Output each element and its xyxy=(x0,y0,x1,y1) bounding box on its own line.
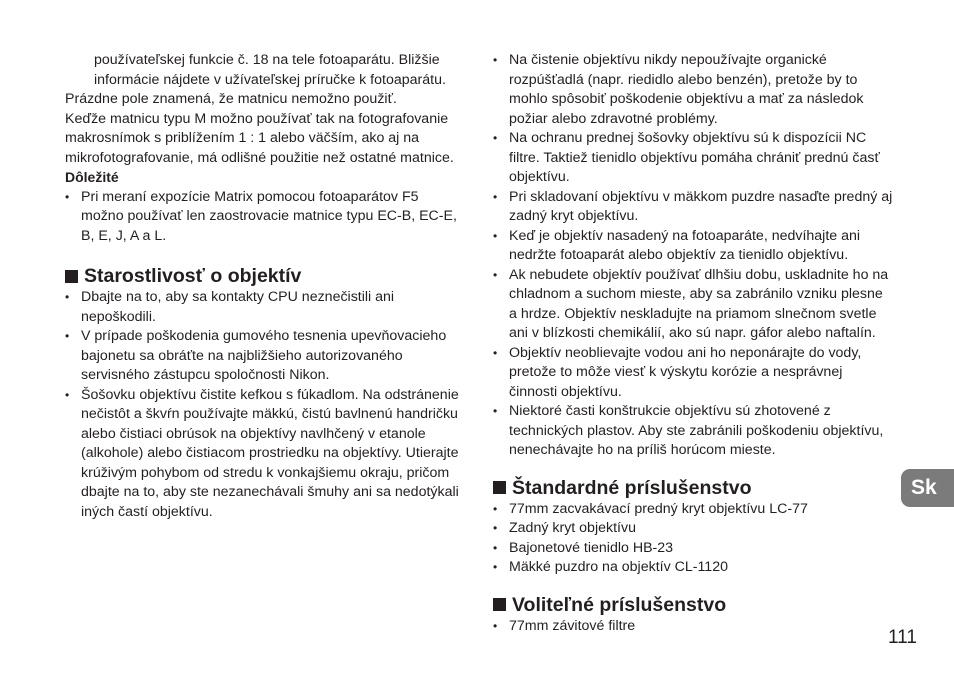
list-item: • Dbajte na to, aby sa kontakty CPU neznečistili ani nepoškodili. xyxy=(65,288,465,327)
list-item: • Keď je objektív nasadený na fotoaparáte, nedvíhajte ani nedržte fotoaparát alebo objektív za tienidlo objektívu. xyxy=(493,227,893,266)
section-title-standard-accessories xyxy=(493,476,893,500)
list-item: • Ak nebudete objektív používať dlhšiu dobu, uskladnite ho na chladnom a suchom mieste, aby sa zabránilo vzniku plesne a hrdze. Objektív neskladujte na priamom slnečnom svetle ani v blízkosti chemikálií, ako sú napr. gáfor alebo naftalín. xyxy=(493,266,893,344)
lens-care-list-continued xyxy=(493,51,893,461)
list-item: • 77mm zacvakávací predný kryt objektívu LC-77 xyxy=(493,500,893,520)
important-list xyxy=(65,188,465,247)
section-title-lens-care xyxy=(65,264,465,288)
section-title-optional-accessories xyxy=(493,593,893,617)
right-column xyxy=(493,51,893,636)
list-item: • Šošovku objektívu čistite kefkou s fúkadlom. Na odstránenie nečistôt a škvŕn používajte mäkkú, čistú bavlnenú handričku alebo čistiaci obrúsok na objektívy navlhčený v etanole (alkohole) alebo čistiacom prostriedku na objektívy. Utierajte krúživým pohybom od stredu k vonkajšiemu okraju, pričom dbajte na to, aby ste nezanechávali šmuhy ani sa nedotýkali iných častí objektívu. xyxy=(65,386,465,523)
list-item: • Niektoré časti konštrukcie objektívu sú zhotovené z technických plastov. Aby ste zabránili poškodeniu objektívu, nenechávajte ho na príliš horúcom mieste. xyxy=(493,402,893,461)
square-bullet-icon xyxy=(65,270,78,283)
section-title-text: Voliteľné príslušenstvo xyxy=(512,593,727,616)
list-item: • Na ochranu prednej šošovky objektívu sú k dispozícii NC filtre. Taktiež tienidlo objektívu pomáha chrániť prednú časť objektívu. xyxy=(493,129,893,188)
standard-accessories-list xyxy=(493,500,893,578)
list-item: • Pri meraní expozície Matrix pomocou fotoaparátov F5 možno používať len zaostrovacie matnice typu EC-B, EC-E, B, E, J, A a L. xyxy=(65,188,465,247)
continuation-text: používateľskej funkcie č. 18 na tele fotoaparátu. Bližšie informácie nájdete v užívateľskej príručke k fotoaparátu. xyxy=(94,52,446,88)
important-label: Dôležité xyxy=(65,169,119,185)
lens-care-list xyxy=(65,288,465,522)
list-item: • V prípade poškodenia gumového tesnenia upevňovacieho bajonetu sa obráťte na najbližšieho autorizovaného servisného zástupcu spoločnosti Nikon. xyxy=(65,327,465,386)
list-item: • Objektív neoblievajte vodou ani ho neponárajte do vody, pretože to môže viesť k výskytu korózie a nesprávnej činnosti objektívu. xyxy=(493,344,893,403)
section-title-text: Starostlivosť o objektív xyxy=(84,265,302,287)
square-bullet-icon xyxy=(493,481,506,494)
list-item: • Pri skladovaní objektívu v mäkkom puzdre nasaďte predný aj zadný kryt objektívu. xyxy=(493,188,893,227)
list-item: • 77mm závitové filtre xyxy=(493,617,893,637)
list-item: • Bajonetové tienidlo HB-23 xyxy=(493,539,893,559)
list-item: • Mäkké puzdro na objektív CL-1120 xyxy=(493,558,893,578)
optional-accessories-list xyxy=(493,617,893,637)
square-bullet-icon xyxy=(493,598,506,611)
list-item: • Zadný kryt objektívu xyxy=(493,519,893,539)
blank-field-note: Prázdne pole znamená, že matnicu nemožno použiť. xyxy=(65,91,397,107)
language-tab: Sk xyxy=(901,469,954,507)
section-title-text: Štandardné príslušenstvo xyxy=(512,476,752,499)
page-number: 111 xyxy=(888,627,917,648)
type-m-note: Keďže matnicu typu M možno používať tak na fotografovanie makrosnímok s priblížením 1 : 1 alebo väčším, ako aj na mikrofotografovanie, má odlišné použitie než ostatné matnice. xyxy=(65,110,454,166)
left-column xyxy=(65,51,465,522)
list-item: • Na čistenie objektívu nikdy nepoužívajte organické rozpúšťadlá (napr. riedidlo alebo benzén), pretože by to mohlo spôsobiť poškodenie objektívu a mať za následok požiar alebo zdravotné problémy. xyxy=(493,51,893,129)
